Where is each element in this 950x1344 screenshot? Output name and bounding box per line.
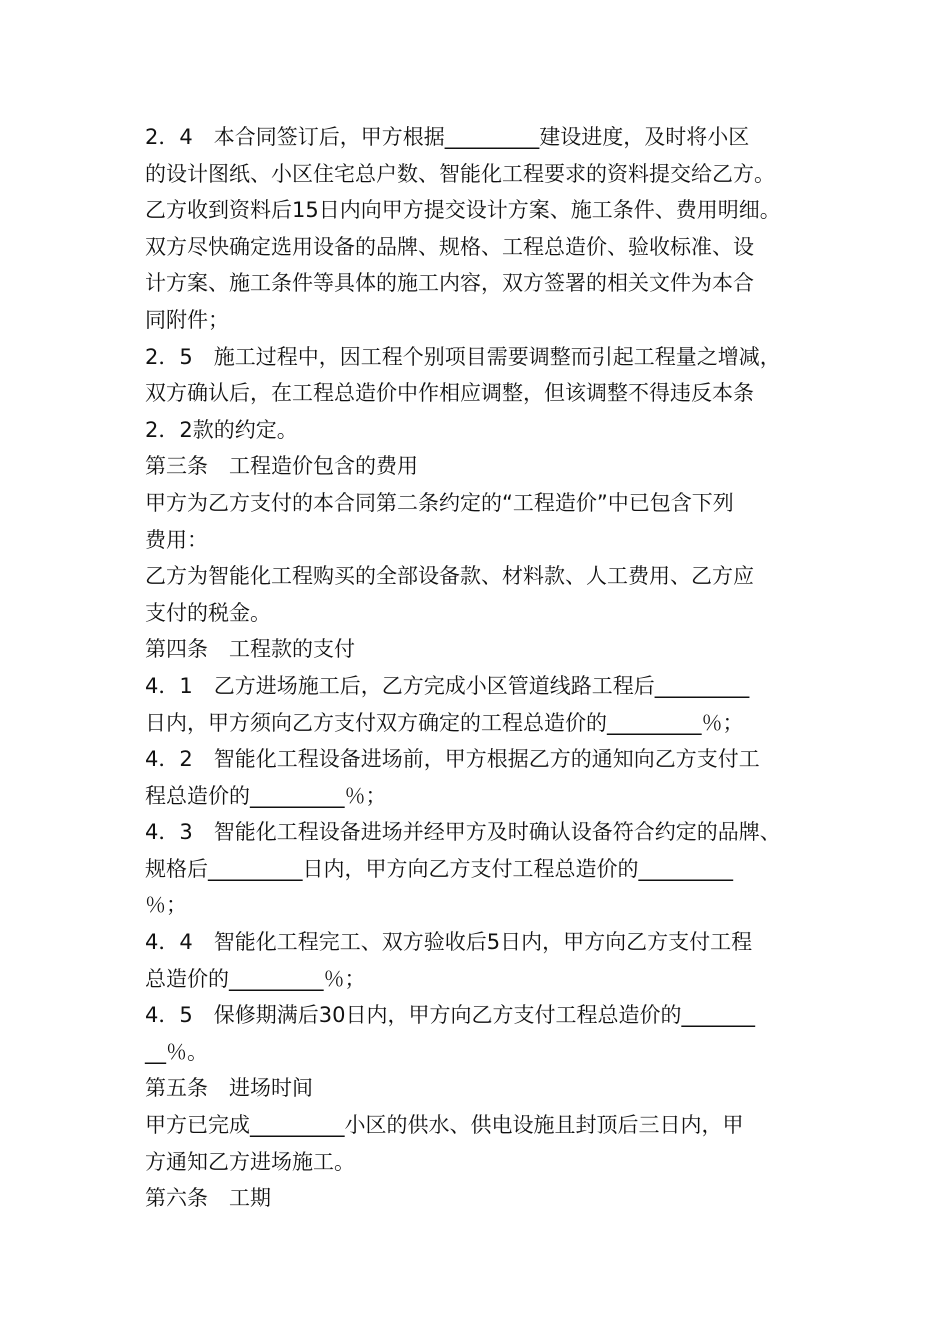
text-line: 规格后_________日内，甲方向乙方支付工程总造价的_________ — [145, 856, 733, 881]
text-line: 2．4 本合同签订后，甲方根据_________建设进度，及时将小区 — [145, 125, 750, 149]
text-line: 4．1 乙方进场施工后，乙方完成小区管道线路工程后_________ — [145, 673, 750, 698]
text-line: 2．2款的约定。 — [145, 417, 298, 442]
text-line: 费用： — [145, 527, 208, 552]
text-line: 支付的税金。 — [145, 600, 271, 625]
section-heading: 第四条 工程款的支付 — [145, 637, 355, 662]
text-line: 总造价的_________％； — [145, 966, 366, 991]
text-line: 日内，甲方须向乙方支付双方确定的工程总造价的_________％； — [145, 710, 744, 735]
text-line: 方通知乙方进场施工。 — [145, 1149, 355, 1174]
text-line: 4．5 保修期满后30日内，甲方向乙方支付工程总造价的_______ — [145, 1003, 755, 1028]
text-line: 4．3 智能化工程设备进场并经甲方及时确认设备符合约定的品牌、 — [145, 820, 781, 845]
section-heading: 第三条 工程造价包含的费用 — [145, 454, 418, 479]
text-line: 4．2 智能化工程设备进场前，甲方根据乙方的通知向乙方支付工 — [145, 747, 760, 772]
text-line: 2．5 施工过程中，因工程个别项目需要调整而引起工程量之增减， — [145, 344, 781, 369]
text-line: 甲方为乙方支付的本合同第二条约定的“工程造价”中已包含下列 — [145, 490, 734, 515]
text-line: 乙方收到资料后15日内向甲方提交设计方案、施工条件、费用明细。 — [145, 198, 781, 223]
text-line: 双方确认后，在工程总造价中作相应调整，但该调整不得违反本条 — [145, 381, 754, 406]
text-line: 程总造价的_________％； — [145, 783, 387, 808]
text-line: 双方尽快确定选用设备的品牌、规格、工程总造价、验收标准、设 — [145, 234, 754, 259]
text-line: 4．4 智能化工程完工、双方验收后5日内，甲方向乙方支付工程 — [145, 930, 753, 955]
text-line: ％； — [145, 893, 187, 918]
text-line: 同附件； — [145, 307, 229, 332]
text-line: 乙方为智能化工程购买的全部设备款、材料款、人工费用、乙方应 — [145, 564, 754, 589]
text-line: 计方案、施工条件等具体的施工内容，双方签署的相关文件为本合 — [145, 271, 754, 296]
document-body — [145, 119, 825, 1217]
section-heading: 第六条 工期 — [145, 1186, 271, 1211]
text-line: __％。 — [145, 1039, 208, 1064]
text-line: 的设计图纸、小区住宅总户数、智能化工程要求的资料提交给乙方。 — [145, 161, 775, 186]
section-heading: 第五条 进场时间 — [145, 1076, 313, 1101]
text-line: 甲方已完成_________小区的供水、供电设施且封顶后三日内，甲 — [145, 1113, 744, 1138]
